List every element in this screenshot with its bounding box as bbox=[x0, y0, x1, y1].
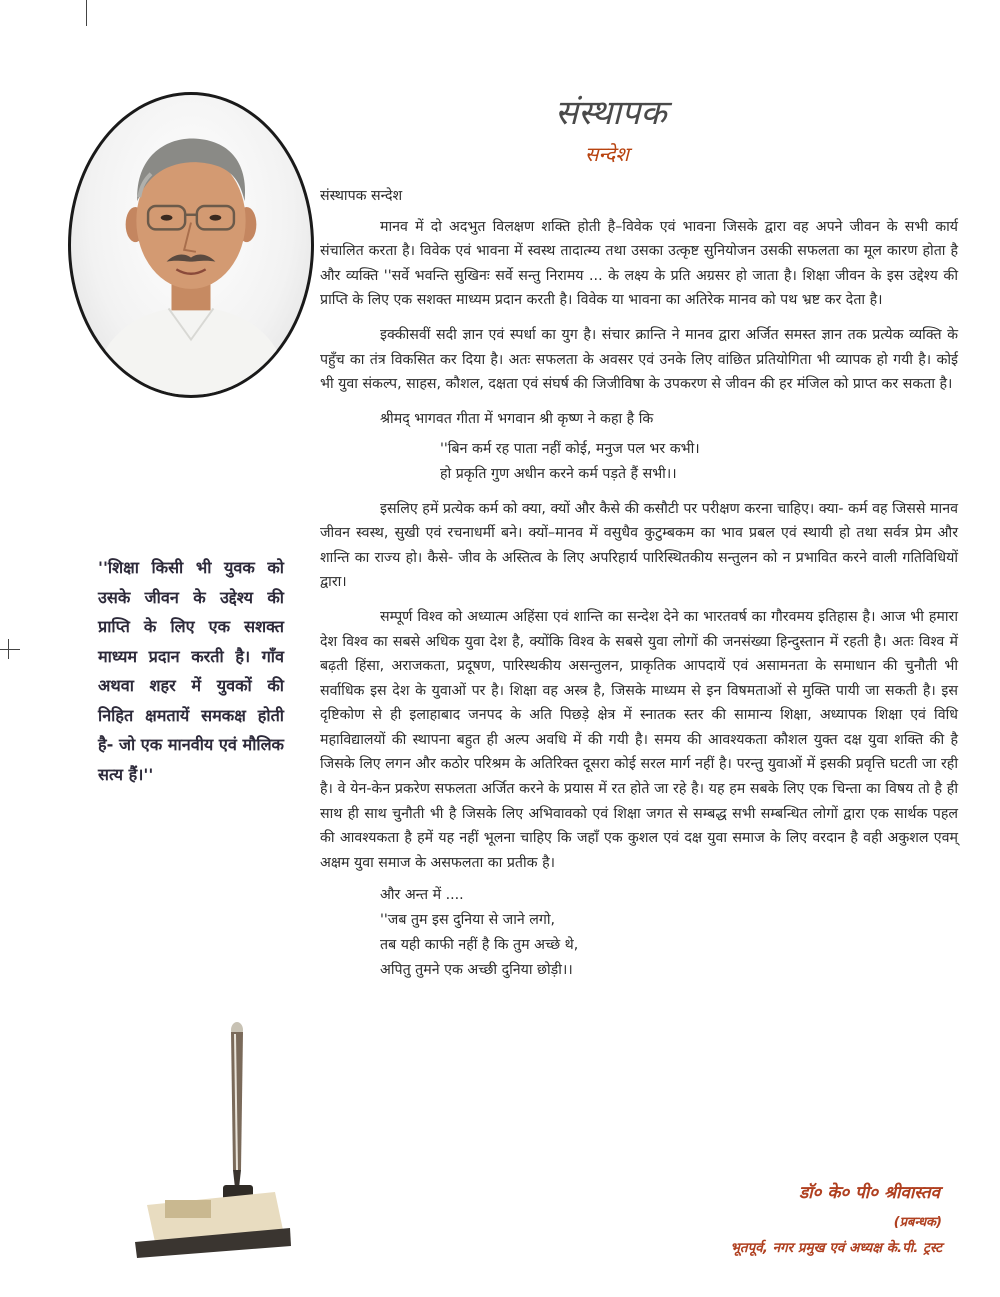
verse-line-1: ''बिन कर्म रह पाता नहीं कोई, मनुज पल भर कभी। bbox=[440, 441, 700, 458]
closing-line-2: ''जब तुम इस दुनिया से जाने लगो, bbox=[380, 912, 556, 929]
founder-portrait bbox=[68, 92, 314, 398]
signature-name: डॉ० के० पी० श्रीवास्तव bbox=[799, 1183, 940, 1203]
heading-title: संस्थापक bbox=[555, 93, 667, 133]
pull-quote: ''शिक्षा किसी भी युवक को उसके जीवन के उद्देश्य की प्राप्ति के लिए एक सशक्त माध्यम प्रदान करती है। गाँव अथवा शहर में युवकों की निहित क्षमतायें समकक्ष होती है- जो एक मानवीय एवं मौलिक सत्य हैं।'' bbox=[98, 558, 284, 784]
closing-line-4: अपितु तुमने एक अच्छी दुनिया छोड़ी।। bbox=[380, 962, 573, 979]
signature-title: भूतपूर्व, नगर प्रमुख एवं अध्यक्ष के.पी. ट्रस्ट bbox=[730, 1240, 942, 1256]
pen-stand-image bbox=[125, 1020, 295, 1260]
heading-subtitle: सन्देश bbox=[585, 142, 629, 166]
closing-line-3: तब यही काफी नहीं है कि तुम अच्छे थे, bbox=[380, 937, 579, 954]
pen-illustration bbox=[125, 1020, 295, 1260]
crop-mark-top bbox=[86, 0, 87, 26]
paragraph-3: इसलिए हमें प्रत्येक कर्म को क्या, क्यों और कैसे की कसौटी पर परीक्षण करना चाहिए। क्या- कर्म वह जिससे मानव जीवन स्वस्थ, सुखी एवं रचनाधर्मी बने। क्यों–मानव में वसुधैव कुटुम्बकम का भाव प्रबल एवं स्थायी हो तथा सर्वत्र प्रेम और शान्ति का राज्य हो। कैसे- जीव के अस्तित्व के लिए अपरिहार्य पारिस्थितकीय सन्तुलन को न प्रभावित करने वाली गतिविधियों द्वारा। bbox=[320, 500, 958, 591]
closing-line-1: और अन्त में .... bbox=[380, 887, 464, 904]
citation-line: श्रीमद् भागवत गीता में भगवान श्री कृष्ण ने कहा है कि bbox=[380, 410, 654, 427]
paragraph-2: इक्कीसवीं सदी ज्ञान एवं स्पर्धा का युग है। संचार क्रान्ति ने मानव द्वारा अर्जित समस्त ज्ञान तक प्रत्येक व्यक्ति के पहुँच का तंत्र विकसित कर दिया है। अतः सफलता के अवसर एवं उनके लिए वांछित प्रतियोगिता भी व्यापक हो गयी है। कोई भी युवा संकल्प, साहस, कौशल, दक्षता एवं संघर्ष की जिजीविषा के उपकरण से जीवन की हर मंजिल को प्राप्त कर सकता है। bbox=[320, 326, 958, 393]
message-label: संस्थापक सन्देश bbox=[320, 188, 403, 204]
closing-poem bbox=[320, 883, 958, 983]
portrait-illustration bbox=[71, 95, 311, 395]
verse-line-2: हो प्रकृति गुण अधीन करने कर्म पड़ते हैं सभी।। bbox=[440, 465, 677, 482]
paragraph-1: मानव में दो अदभुत विलक्षण शक्ति होती है–विवेक एवं भावना जिसके द्वारा वह अपने जीवन के सभी कार्य संचालित करता है। विवेक एवं भावना में स्वस्थ तादात्म्य तथा उसका उत्कृष्ट सुनियोजन उसकी सफलता का मूल कारण होता है और व्यक्ति ''सर्वे भवन्ति सुखिनः सर्वे सन्तु निरामय ... के लक्ष्य के प्रति अग्रसर हो जाता है। शिक्षा जीवन के इस उद्देश्य की प्राप्ति के लिए एक सशक्त माध्यम प्रदान करती है। विवेक या भावना का अतिरेक मानव को पथ भ्रष्ट कर देता है। bbox=[320, 218, 958, 309]
crop-mark-left-vertical bbox=[8, 639, 9, 659]
crop-mark-left bbox=[0, 649, 20, 650]
paragraph-4: सम्पूर्ण विश्व को अध्यात्म अहिंसा एवं शान्ति का सन्देश देने का भारतवर्ष का गौरवमय इतिहास है। आज भी हमारा देश विश्व का सबसे अधिक युवा देश है, क्योंकि विश्व के सबसे युवा लोगों की जनसंख्या हिन्दुस्तान में रहती है। अतः विश्व में बढ़ती हिंसा, अराजकता, प्रदूषण, पारिस्थकीय असन्तुलन, प्राकृतिक आपदायें एवं असामनता के समाधान की चुनौती भी सर्वाधिक इस देश के युवाओं पर है। शिक्षा वह अस्त्र है, जिसके माध्यम से इन विषमताओं से मुक्ति पायी जा सकती है। इस दृष्टिकोण से ही इलाहाबाद जनपद के अति पिछड़े क्षेत्र में स्नातक स्तर की सामान्य शिक्षा, अध्यापक शिक्षा एवं विधि महाविद्यालयों की स्थापना बहुत ही अल्प अवधि में की गयी है। समय की आवश्यकता कौशल युक्त दक्ष युवा शक्ति की है जिसके लिए लगन और कठोर परिश्रम के अतिरिक्त दूसरा कोई सरल मार्ग नहीं है। परन्तु युवाओं में इसकी प्रवृत्ति घटती जा रही है। वे येन-केन प्रकरेण सफलता अर्जित करने के प्रयास में रत होते जा रहे है। यह हम सबके लिए एक चिन्ता का विषय तो है ही साथ ही साथ चुनौती भी है जिसके लिए अभिवावको एवं शिक्षा जगत से सम्बद्ध सभी सम्बन्धित लोगों द्वारा एक सार्थक पहल की आवश्यकता है हमें यह नहीं भूलना चाहिए कि जहाँ एक कुशल एवं दक्ष युवा समाज के लिए वरदान है वही अकुशल एवम् अक्षम युवा समाज के असफलता का प्रतीक है। bbox=[320, 608, 958, 871]
gita-verse bbox=[320, 437, 958, 486]
message-body bbox=[320, 184, 958, 983]
signature-role: (प्रबन्धक) bbox=[893, 1215, 942, 1230]
